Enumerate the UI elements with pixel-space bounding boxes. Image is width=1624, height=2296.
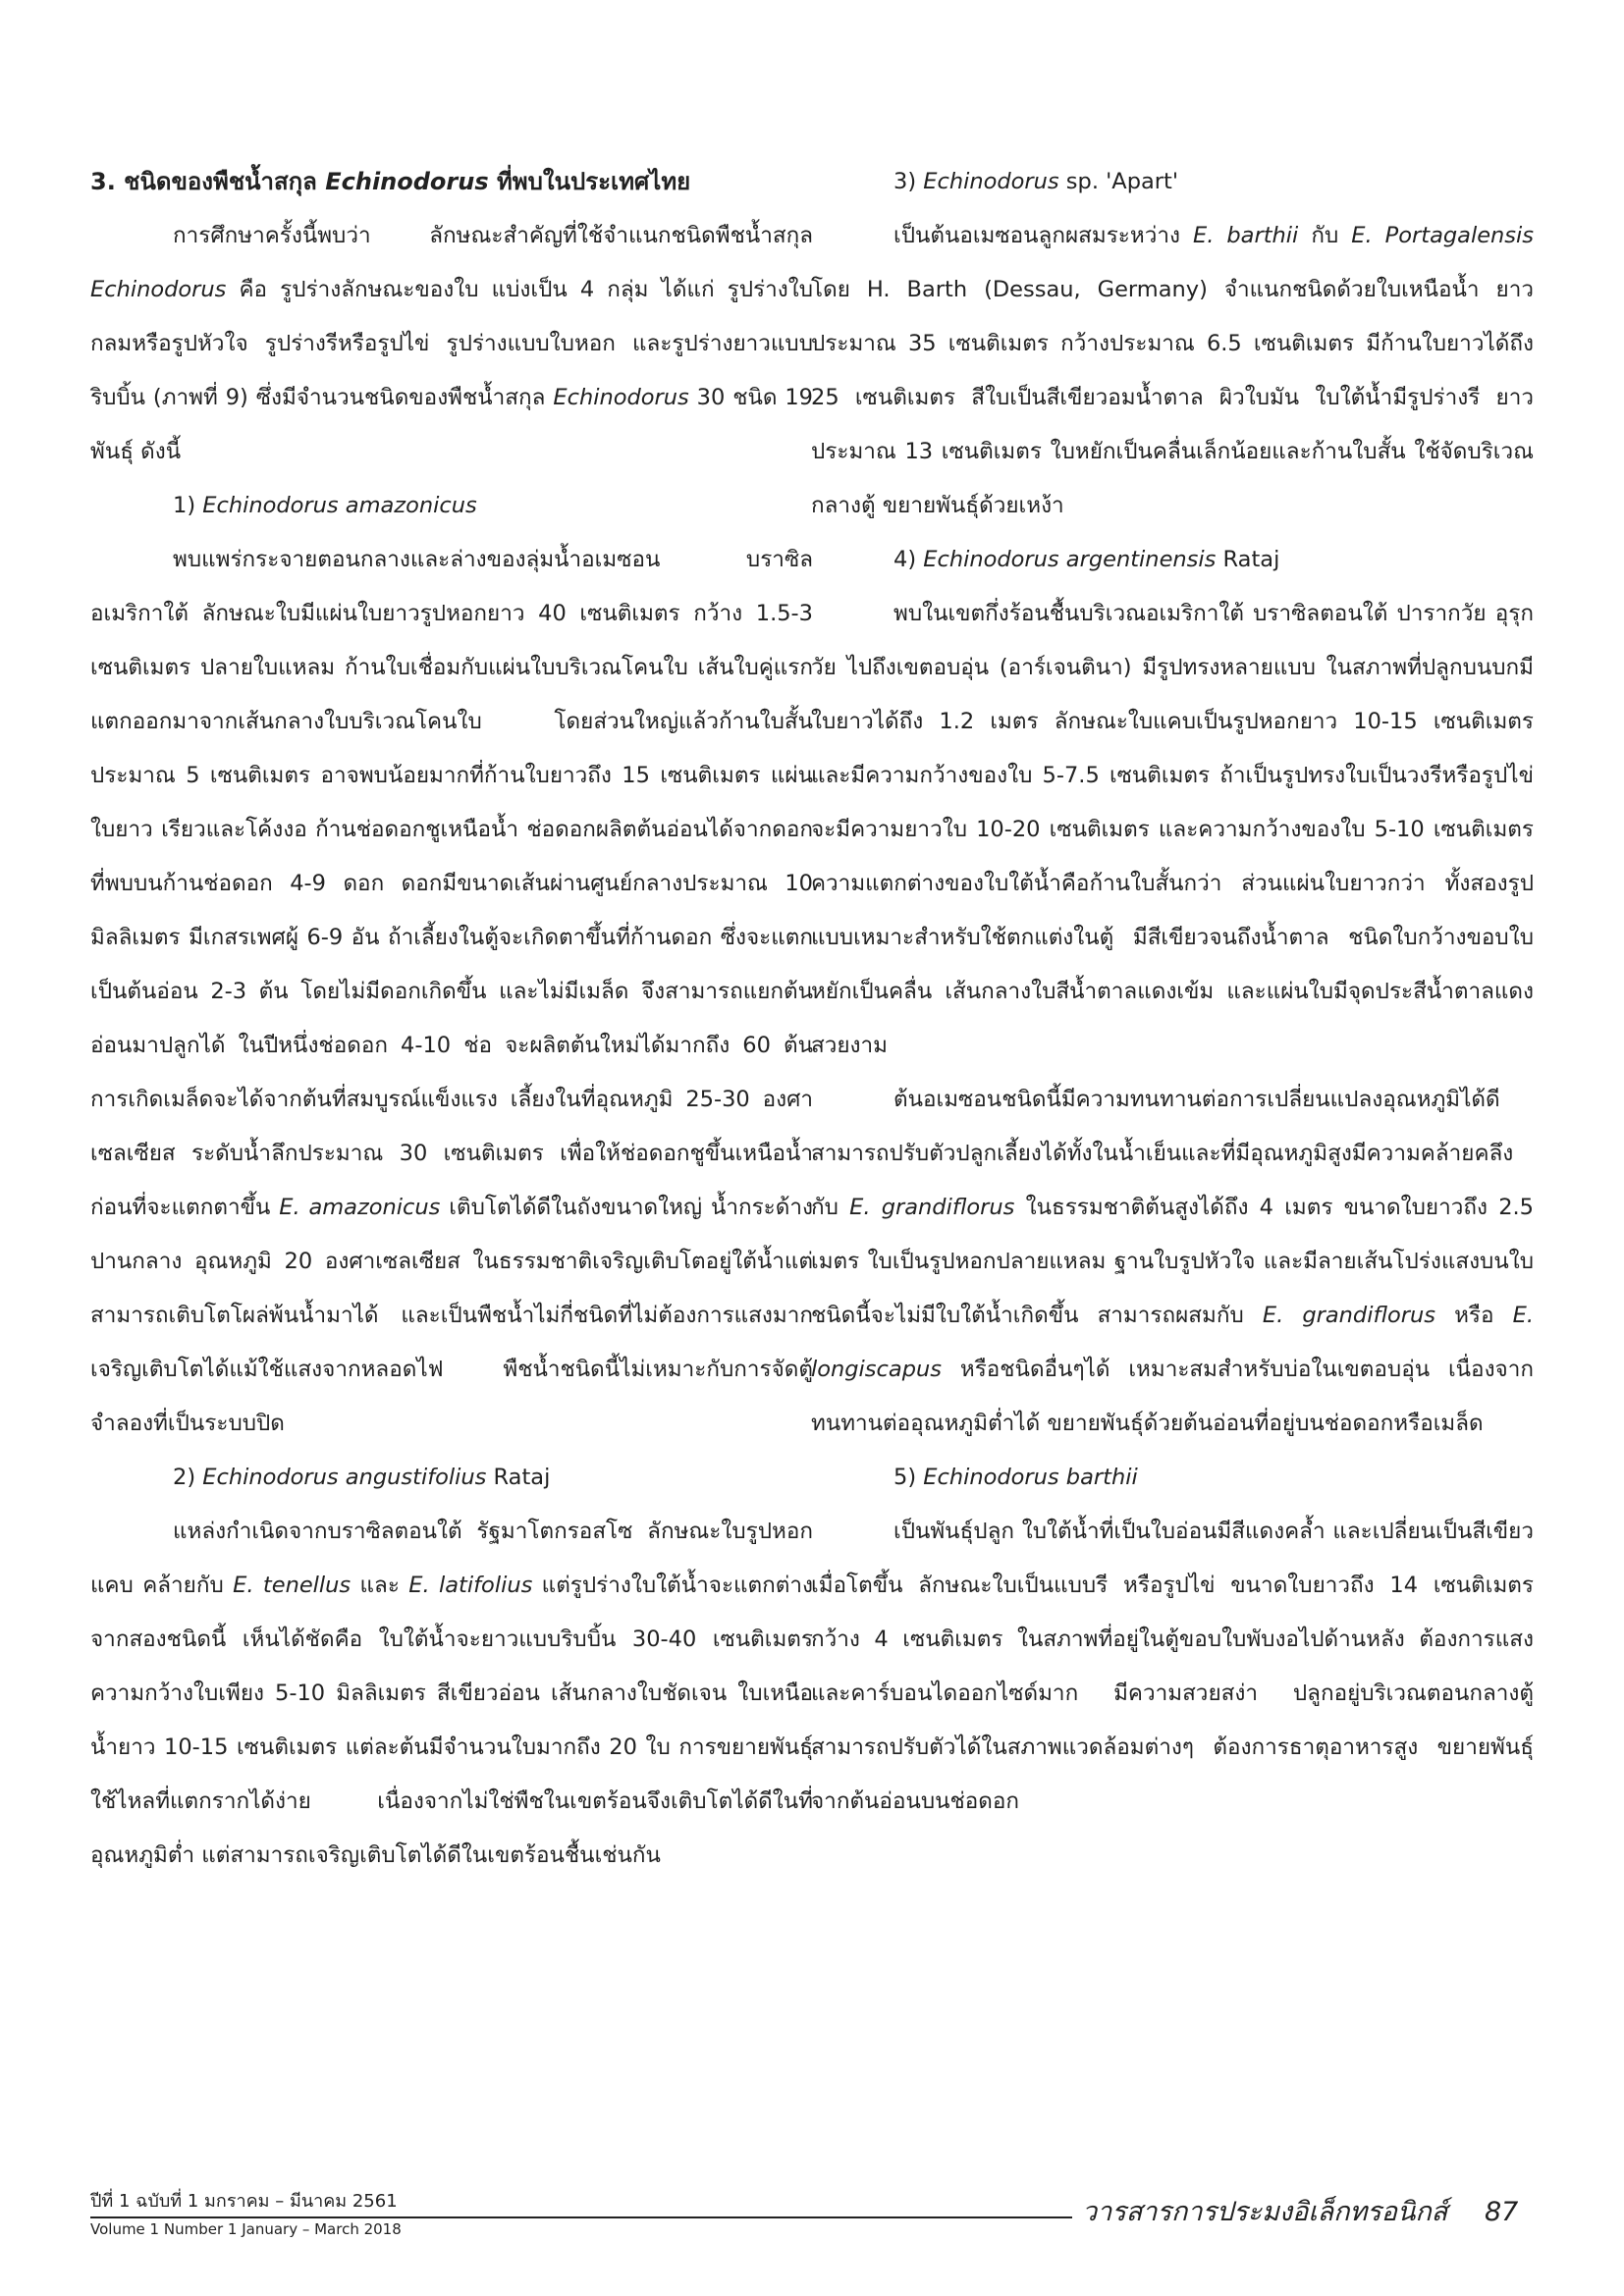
species-3-text-a: เป็นต้นอเมซอนลูกผสมระหว่าง <box>893 223 1193 248</box>
species-1-heading <box>90 479 813 533</box>
species-4-em-3: E. longiscapus <box>811 1303 1535 1382</box>
intro-text-a: การศึกษาครั้งนี้พบว่า ลักษณะสำคัญที่ใช้จำแนกชนิดพืชน้ำสกุล <box>173 223 813 248</box>
species-3-paragraph <box>811 209 1534 533</box>
species-5-number: 5) <box>893 1465 924 1490</box>
intro-text-b: คือ รูปร่างลักษณะของใบ แบ่งเป็น 4 กลุ่ม ได้แก่ รูปร่างใบกลมหรือรูปหัวใจ รูปร่างรีหรือรูปไข่ รูปร่างแบบใบหอก และรูปร่างยาวแบบริบบิ้น (ภาพที่ 9) ซึ่งมีจำนวนชนิดของพืชน้ำสกุล <box>90 277 813 410</box>
species-4-text-e: หรือชนิดอื่นๆได้ เหมาะสมสำหรับบ่อในเขตอบอุ่น เนื่องจากทนทานต่ออุณหภูมิต่ำได้ ขยายพันธุ์ด้วยต้นอ่อนที่อยู่บนช่อดอกหรือเมล็ด <box>811 1357 1534 1436</box>
footer-issue-thai: ปีที่ 1 ฉบับที่ 1 มกราคม – มีนาคม 2561 <box>90 2191 398 2212</box>
intro-genus-2: Echinodorus <box>553 385 689 410</box>
intro-paragraph <box>90 209 813 479</box>
species-2-text-b: และ <box>351 1573 409 1598</box>
species-3-em-2: E. Portagalensis <box>1351 223 1534 248</box>
species-5-paragraph <box>811 1505 1534 1829</box>
species-4-text-d: หรือ <box>1435 1303 1513 1328</box>
species-1-text-b: เติบโตได้ดีในถังขนาดใหญ่ น้ำกระด้างปานกลาง อุณหภูมิ 20 องศาเซลเซียส ในธรรมชาติเจริญเติบโตอยู่ใต้น้ำแต่สามารถเติบโตโผล่พ้นน้ำมาได้ และเป็นพืชน้ำไม่กี่ชนิดที่ไม่ต้องการแสงมาก เจริญเติบโตได้แม้ใช้แสงจากหลอดไฟ พืชน้ำชนิดนี้ไม่เหมาะกับการจัดตู้จำลองที่เป็นระบบปิด <box>90 1195 813 1436</box>
footer-issue-english: Volume 1 Number 1 January – March 2018 <box>90 2220 402 2238</box>
heading-text: 3. ชนิดของพืชน้ำสกุล <box>90 168 326 195</box>
species-3-em-1: E. barthii <box>1193 223 1299 248</box>
species-3-name: Echinodorus <box>923 169 1059 194</box>
left-column <box>90 155 813 1883</box>
page-footer <box>90 2189 1534 2258</box>
species-3-text-c: โดย H. Barth (Dessau, Germany) จำแนกชนิดด้วยใบเหนือน้ำ ยาวประมาณ 35 เซนติเมตร กว้างประมาณ 6.5 เซนติเมตร มีก้านใบยาวได้ถึง 25 เซนติเมตร สีใบเป็นสีเขียวอมน้ำตาล ผิวใบมัน ใบใต้น้ำมีรูปร่างรี ยาวประมาณ 13 เซนติเมตร ใบหยักเป็นคลื่นเล็กน้อยและก้านใบสั้น ใช้จัดบริเวณกลางตู้ ขยายพันธุ์ด้วยเหง้า <box>811 277 1534 518</box>
species-4-em-1: E. grandiflorus <box>849 1195 1015 1220</box>
species-4-heading <box>811 533 1534 587</box>
footer-journal-name: วารสารการประมงอิเล็กทรอนิกส์ <box>1082 2197 1448 2227</box>
species-2-name: Echinodorus angustifolius <box>202 1465 487 1490</box>
species-4-number: 4) <box>893 547 924 572</box>
species-4-paragraph-2 <box>811 1073 1534 1451</box>
species-4-text-a: พบในเขตกึ่งร้อนชื้นบริเวณอเมริกาใต้ บราซิลตอนใต้ ปารากวัย อุรุกวัย ไปถึงเขตอบอุ่น (อาร์เจนตินา) มีรูปทรงหลายแบบ ในสภาพที่ปลูกบนบกมีใบยาวได้ถึง 1.2 เมตร ลักษณะใบแคบเป็นรูปหอกยาว 10-15 เซนติเมตร และมีความกว้างของใบ 5-7.5 เซนติเมตร ถ้าเป็นรูปทรงใบเป็นวงรีหรือรูปไข่จะมีความยาวใบ 10-20 เซนติเมตร และความกว้างของใบ 5-10 เซนติเมตร ความแตกต่างของใบใต้น้ำคือก้านใบสั้นกว่า ส่วนแผ่นใบยาวกว่า ทั้งสองรูปแบบเหมาะสำหรับใช้ตกแต่งในตู้ มีสีเขียวจนถึงน้ำตาล ชนิดใบกว้างขอบใบหยักเป็นคลื่น เส้นกลางใบสีน้ำตาลแดงเข้ม และแผ่นใบมีจุดประสีน้ำตาลแดงสวยงาม <box>811 601 1534 1058</box>
species-1-number: 1) <box>173 493 203 518</box>
section-heading <box>90 155 813 209</box>
species-2-paragraph <box>90 1505 813 1883</box>
species-2-author: Rataj <box>486 1465 551 1490</box>
heading-genus: Echinodorus <box>325 168 489 195</box>
species-5-name: Echinodorus barthii <box>923 1465 1138 1490</box>
heading-text-end: ที่พบในประเทศไทย <box>488 168 691 195</box>
species-3-text-b: กับ <box>1298 223 1352 248</box>
species-2-text-c: แต่รูปร่างใบใต้น้ำจะแตกต่างจากสองชนิดนี้ เห็นได้ชัดคือ ใบใต้น้ำจะยาวแบบริบบิ้น 30-40 เซนติเมตร ความกว้างใบเพียง 5-10 มิลลิเมตร สีเขียวอ่อน เส้นกลางใบชัดเจน ใบเหนือน้ำยาว 10-15 เซนติเมตร แต่ละต้นมีจำนวนใบมากถึง 20 ใบ การขยายพันธุ์ใช้ไหลที่แตกรากได้ง่าย เนื่องจากไม่ใช่พืชในเขตร้อนจึงเติบโตได้ดีในที่อุณหภูมิต่ำ แต่สามารถเจริญเติบโตได้ดีในเขตร้อนชื้นเช่นกัน <box>90 1573 813 1868</box>
species-1-text-a: พบแพร่กระจายตอนกลางและล่างของลุ่มน้ำอเมซอน บราซิล อเมริกาใต้ ลักษณะใบมีแผ่นใบยาวรูปหอกยาว 40 เซนติเมตร กว้าง 1.5-3 เซนติเมตร ปลายใบแหลม ก้านใบเชื่อมกับแผ่นใบบริเวณโคนใบ เส้นใบคู่แรกแตกออกมาจากเส้นกลางใบบริเวณโคนใบ โดยส่วนใหญ่แล้วก้านใบสั้นประมาณ 5 เซนติเมตร อาจพบน้อยมากที่ก้านใบยาวถึง 15 เซนติเมตร แผ่นใบยาว เรียวและโค้งงอ ก้านช่อดอกชูเหนือน้ำ ช่อดอกผลิตต้นอ่อนได้จากดอกที่พบบนก้านช่อดอก 4-9 ดอก ดอกมีขนาดเส้นผ่านศูนย์กลางประมาณ 10 มิลลิเมตร มีเกสรเพศผู้ 6-9 อัน ถ้าเลี้ยงในตู้จะเกิดตาขึ้นที่ก้านดอก ซึ่งจะแตกเป็นต้นอ่อน 2-3 ต้น โดยไม่มีดอกเกิดขึ้น และไม่มีเมล็ด จึงสามารถแยกต้นอ่อนมาปลูกได้ ในปีหนึ่งช่อดอก 4-10 ช่อ จะผลิตต้นใหม่ได้มากถึง 60 ต้น การเกิดเมล็ดจะได้จากต้นที่สมบูรณ์แข็งแรง เลี้ยงในที่อุณหภูมิ 25-30 องศาเซลเซียส ระดับน้ำลึกประมาณ 30 เซนติเมตร เพื่อให้ช่อดอกชูขึ้นเหนือน้ำก่อนที่จะแตกตาขึ้น <box>90 547 813 1220</box>
species-4-paragraph-1 <box>811 587 1534 1073</box>
species-3-heading <box>811 155 1534 209</box>
right-column <box>811 155 1534 1829</box>
species-3-number: 3) <box>893 169 924 194</box>
species-4-text-c: ในธรรมชาติต้นสูงได้ถึง 4 เมตร ขนาดใบยาวถึง 2.5 เมตร ใบเป็นรูปหอกปลายแหลม ฐานใบรูปหัวใจ และมีลายเส้นโปร่งแสงบนใบ ชนิดนี้จะไม่มีใบใต้น้ำเกิดขึ้น สามารถผสมกับ <box>811 1195 1534 1328</box>
species-1-paragraph <box>90 533 813 1451</box>
species-2-text-a: แหล่งกำเนิดจากบราซิลตอนใต้ รัฐมาโตกรอสโซ ลักษณะใบรูปหอกแคบ คล้ายกับ <box>90 1519 813 1598</box>
species-5-text-a: เป็นพันธุ์ปลูก ใบใต้น้ำที่เป็นใบอ่อนมีสีแดงคล้ำ และเปลี่ยนเป็นสีเขียวเมื่อโตขึ้น ลักษณะใบเป็นแบบรี หรือรูปไข่ ขนาดใบยาวถึง 14 เซนติเมตร กว้าง 4 เซนติเมตร ในสภาพที่อยู่ในตู้ขอบใบพับงอไปด้านหลัง ต้องการแสงและคาร์บอนไดออกไซด์มาก มีความสวยสง่า ปลูกอยู่บริเวณตอนกลางตู้ สามารถปรับตัวได้ในสภาพแวดล้อมต่างๆ ต้องการธาตุอาหารสูง ขยายพันธุ์จากต้นอ่อนบนช่อดอก <box>811 1519 1534 1814</box>
species-4-name: Echinodorus argentinensis <box>923 547 1217 572</box>
species-4-text-b: ต้นอเมซอนชนิดนี้มีความทนทานต่อการเปลี่ยนแปลงอุณหภูมิได้ดี สามารถปรับตัวปลูกเลี้ยงได้ทั้งในน้ำเย็นและที่มีอุณหภูมิสูงมีความคล้ายคลึงกับ <box>811 1087 1514 1220</box>
species-2-em-2: E. latifolius <box>408 1573 533 1598</box>
species-1-name: Echinodorus amazonicus <box>202 493 477 518</box>
intro-genus: Echinodorus <box>90 277 227 302</box>
species-4-em-2: E. grandiflorus <box>1262 1303 1435 1328</box>
species-4-author: Rataj <box>1216 547 1280 572</box>
species-5-heading <box>811 1451 1534 1505</box>
species-2-heading <box>90 1451 813 1505</box>
species-3-cultivar: sp. 'Apart' <box>1058 169 1179 194</box>
page-number: 87 <box>1485 2197 1519 2227</box>
species-1-em: E. amazonicus <box>279 1195 441 1220</box>
species-2-number: 2) <box>173 1465 203 1490</box>
species-2-em-1: E. tenellus <box>233 1573 352 1598</box>
intro-text-c: 30 ชนิด 19 พันธุ์ ดังนี้ <box>90 385 813 464</box>
